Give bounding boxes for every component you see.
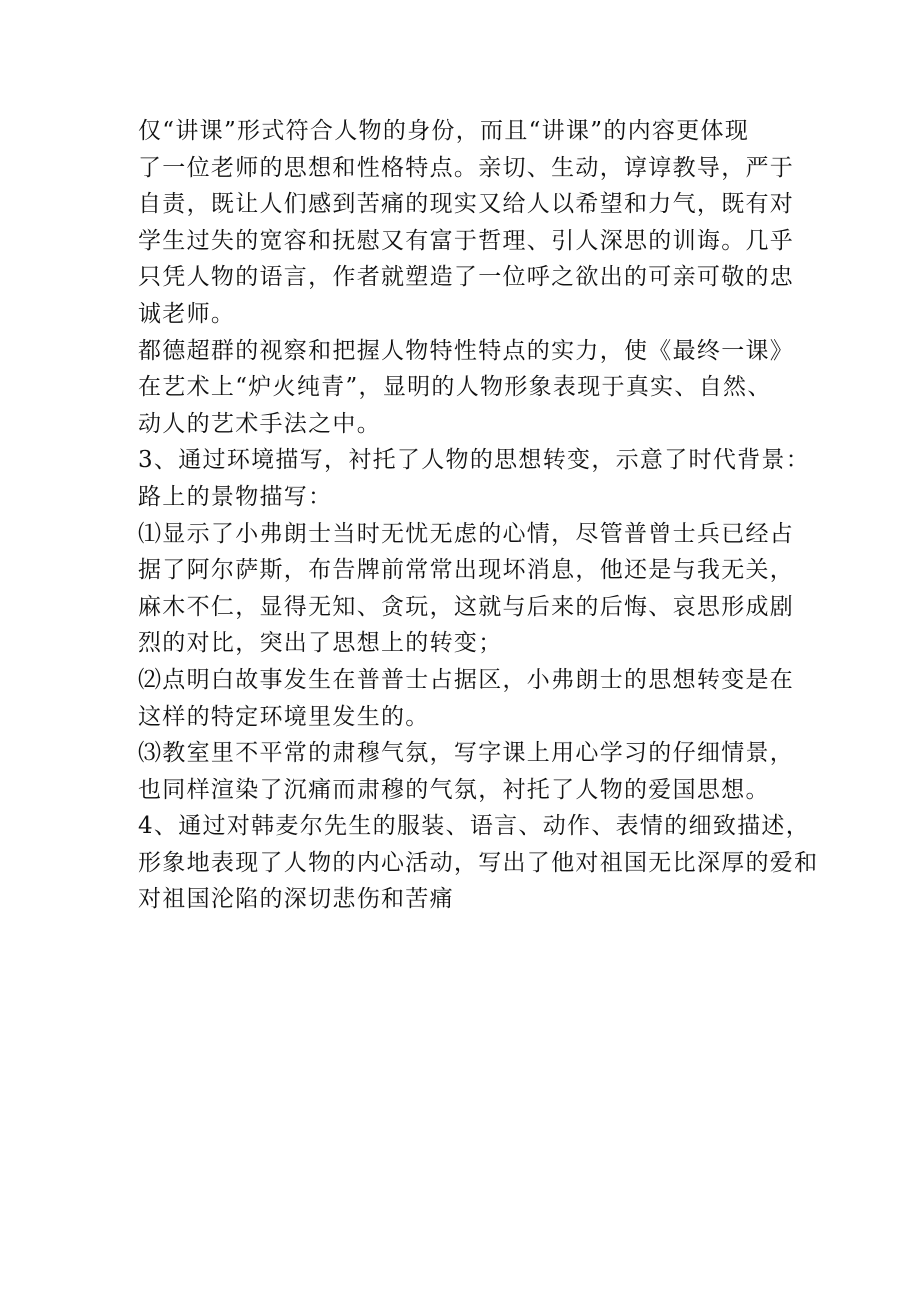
text-line: 路上的景物描写： [138, 483, 333, 510]
text-line: 也同样渲染了沉痛而肃穆的气氛，衬托了人物的爱国思想。 [138, 776, 770, 803]
text-line: 在艺术上“炉火纯青”，显明的人物形象表现于真实、自然、 [138, 374, 772, 401]
text-line: 这样的特定环境里发生的。 [138, 703, 430, 730]
text-line: 形象地表现了人物的内心活动，写出了他对祖国无比深厚的爱和 [138, 849, 819, 876]
text-line: 只凭人物的语言，作者就塑造了一位呼之欲出的可亲可敬的忠 [138, 264, 795, 291]
text-line: 诚老师。 [138, 300, 236, 327]
text-line: 烈的对比，突出了思想上的转变； [138, 630, 503, 657]
text-line: 自责，既让人们感到苦痛的现实又给人以希望和力气，既有对 [138, 191, 795, 218]
text-line: 仅“讲课”形式符合人物的身份，而且“讲课”的内容更体现 [138, 118, 750, 144]
text-line: 动人的艺术手法之中。 [138, 410, 381, 437]
text-line: 据了阿尔萨斯，布告牌前常常出现坏消息，他还是与我无关， [138, 557, 795, 584]
text-line: 对祖国沦陷的深切悲伤和苦痛 [138, 886, 454, 913]
text-line: 了一位老师的思想和性格特点。亲切、生动，谆谆教导，严于 [138, 154, 795, 181]
text-line: 学生过失的宽容和抚慰又有富于哲理、引人深思的训诲。几乎 [138, 227, 795, 254]
text-line: ⑶教室里不平常的肃穆气氛，写字课上用心学习的仔细情景， [138, 740, 795, 767]
text-line: ⑵点明白故事发生在普普士占据区，小弗朗士的思想转变是在 [138, 666, 795, 693]
document-body [138, 113, 819, 918]
text-line: 4、通过对韩麦尔先生的服装、语言、动作、表情的细致描述， [138, 813, 811, 840]
text-line: 3、通过环境描写，衬托了人物的思想转变，示意了时代背景： [138, 447, 811, 474]
text-line: 都德超群的视察和把握人物特性特点的实力，使《最终一课》 [138, 337, 795, 364]
text-line: ⑴显示了小弗朗士当时无忧无虑的心情，尽管普曾士兵已经占 [138, 520, 795, 547]
text-line: 麻木不仁，显得无知、贪玩，这就与后来的后悔、哀思形成剧 [138, 593, 795, 620]
